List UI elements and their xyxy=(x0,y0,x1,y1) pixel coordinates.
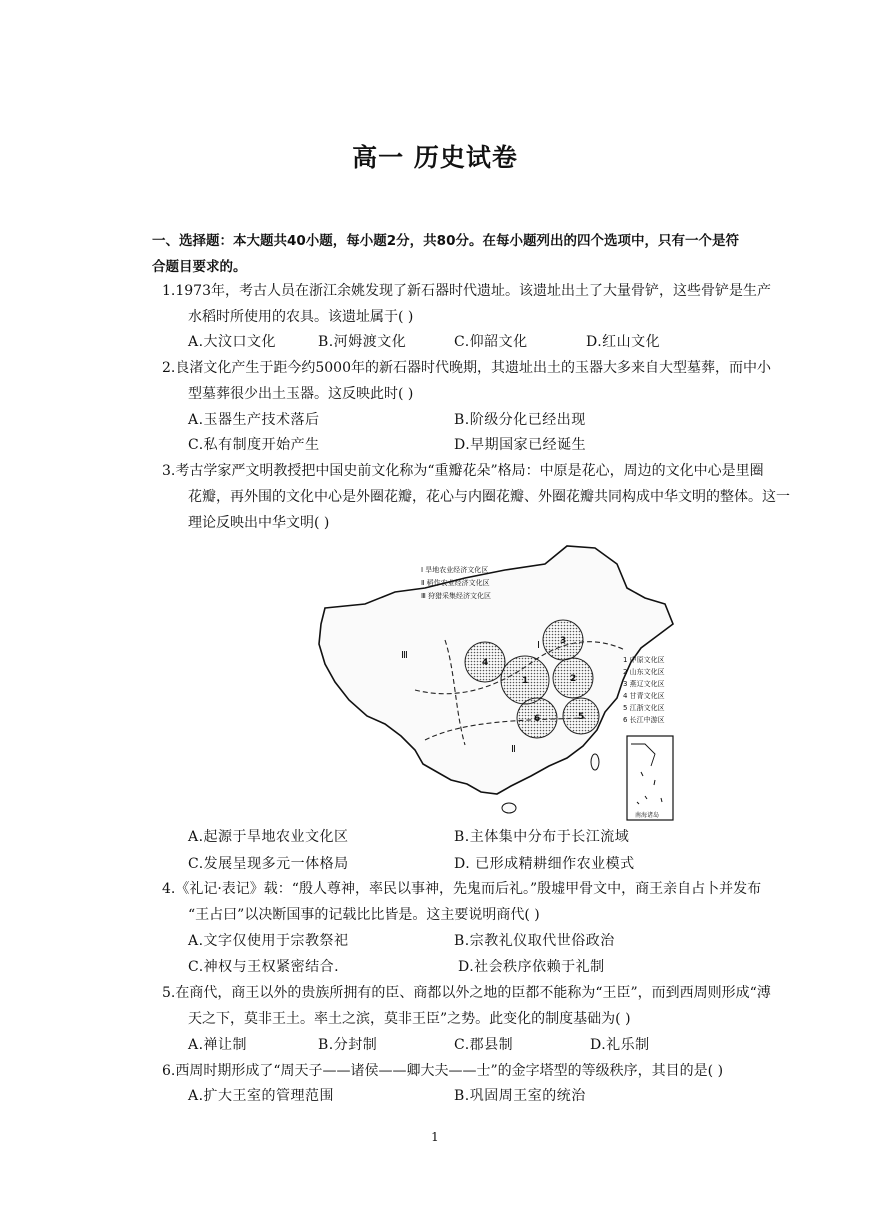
legend-zone-2: Ⅱ 稻作农业经济文化区 xyxy=(421,579,490,587)
q2-option-c: C.私有制度开始产生 xyxy=(188,437,320,453)
q2-stem-line2: 型墓葬很少出土玉器。这反映此时( ) xyxy=(188,386,414,402)
q5-option-a: A.禅让制 xyxy=(188,1037,248,1053)
q1-option-d: D.红山文化 xyxy=(586,334,661,350)
circle-label-6: 6 xyxy=(534,714,541,724)
q2-option-d: D.早期国家已经诞生 xyxy=(454,437,587,453)
legend-culture-4: 4 甘青文化区 xyxy=(623,692,665,700)
legend-culture-6: 6 长江中游区 xyxy=(623,716,665,724)
section-instructions-line2: 合题目要求的。 xyxy=(152,259,247,275)
circle-label-5: 5 xyxy=(578,712,585,722)
q3-stem-line1: 3.考古学家严文明教授把中国史前文化称为“重瓣花朵”格局：中原是花心，周边的文化中心是里圈 xyxy=(162,463,764,479)
q5-option-c: C.郡县制 xyxy=(454,1037,514,1053)
exam-title: 高一 历史试卷 xyxy=(352,143,518,172)
legend-zone-1: Ⅰ 旱地农业经济文化区 xyxy=(421,566,489,574)
q6-option-b: B.巩固周王室的统治 xyxy=(454,1088,586,1104)
q3-option-c: C.发展呈现多元一体格局 xyxy=(188,856,349,872)
circle-label-1: 1 xyxy=(522,676,529,686)
q5-option-d: D.礼乐制 xyxy=(590,1037,650,1053)
q2-stem-line1: 2.良渚文化产生于距今约5000年的新石器时代晚期，其遗址出土的玉器大多来自大型墓葬，而中小 xyxy=(162,360,771,376)
legend-culture-3: 3 燕辽文化区 xyxy=(623,680,665,688)
q3-option-b: B.主体集中分布于长江流域 xyxy=(454,829,630,845)
q4-option-c: C.神权与王权紧密结合. xyxy=(188,959,340,975)
hainan-island xyxy=(502,803,516,813)
q3-option-d: D. 已形成精耕细作农业模式 xyxy=(454,856,635,872)
q4-option-d: D.社会秩序依赖于礼制 xyxy=(458,959,605,975)
q1-stem-line1: 1.1973年，考古人员在浙江余姚发现了新石器时代遗址。该遗址出土了大量骨铲，这些骨铲是生产 xyxy=(162,283,771,299)
q3-stem-line3: 理论反映出中华文明( ) xyxy=(188,515,330,531)
section-instructions-line1: 一、选择题：本大题共40小题，每小题2分，共80分。在每小题列出的四个选项中，只有一个是符 xyxy=(152,233,739,249)
q5-stem-line2: 天之下，莫非王土。率土之滨，莫非王臣”之势。此变化的制度基础为( ) xyxy=(188,1011,631,1027)
q1-option-a: A.大汶口文化 xyxy=(188,334,277,350)
q3-option-a: A.起源于旱地农业文化区 xyxy=(188,829,349,845)
legend-culture-1: 1 中原文化区 xyxy=(623,656,665,664)
legend-zone-3: Ⅲ 狩猎采集经济文化区 xyxy=(421,592,492,600)
q1-option-c: C.仰韶文化 xyxy=(454,334,528,350)
china-culture-map xyxy=(305,540,685,822)
q4-option-b: B.宗教礼仪取代世俗政治 xyxy=(454,933,615,949)
q4-option-a: A.文字仅使用于宗教祭祀 xyxy=(188,933,349,949)
circle-label-2: 2 xyxy=(570,674,577,684)
circle-label-4: 4 xyxy=(482,658,489,668)
legend-culture-5: 5 江浙文化区 xyxy=(623,704,665,712)
circle-label-3: 3 xyxy=(560,636,567,646)
q6-stem-line1: 6.西周时期形成了“周天子——诸侯——卿大夫——士”的金字塔型的等级秩序，其目的是( ) xyxy=(162,1063,724,1079)
legend-culture-2: 2 山东文化区 xyxy=(623,668,665,676)
q3-stem-line2: 花瓣，再外围的文化中心是外圈花瓣，花心与内圈花瓣、外圈花瓣共同构成中华文明的整体。这一 xyxy=(188,489,790,505)
q1-stem-line2: 水稻时所使用的农具。该遗址属于( ) xyxy=(188,309,414,325)
q2-option-a: A.玉器生产技术落后 xyxy=(188,412,320,428)
q6-option-a: A.扩大王室的管理范围 xyxy=(188,1088,335,1104)
inset-label: 南海诸岛 xyxy=(635,812,660,819)
q4-stem-line1: 4.《礼记·表记》载：“殷人尊神，率民以事神，先鬼而后礼。”殷墟甲骨文中，商王亲自占卜并发布 xyxy=(162,881,762,897)
q1-option-b: B.河姆渡文化 xyxy=(318,334,407,350)
zone-label-2: Ⅱ xyxy=(511,744,516,755)
q5-stem-line1: 5.在商代，商王以外的贵族所拥有的臣、商都以外之地的臣都不能称为“王臣”，而到西周则形成“溥 xyxy=(162,985,771,1001)
q4-stem-line2: “王占曰”以决断国事的记载比比皆是。这主要说明商代( ) xyxy=(188,907,540,923)
page-number: 1 xyxy=(431,1130,439,1144)
taiwan-island xyxy=(591,754,599,770)
zone-label-3: Ⅲ xyxy=(401,650,408,661)
q2-option-b: B.阶级分化已经出现 xyxy=(454,412,586,428)
map-figure xyxy=(305,540,685,822)
q5-option-b: B.分封制 xyxy=(318,1037,378,1053)
zone-label-1: Ⅰ xyxy=(537,640,540,651)
